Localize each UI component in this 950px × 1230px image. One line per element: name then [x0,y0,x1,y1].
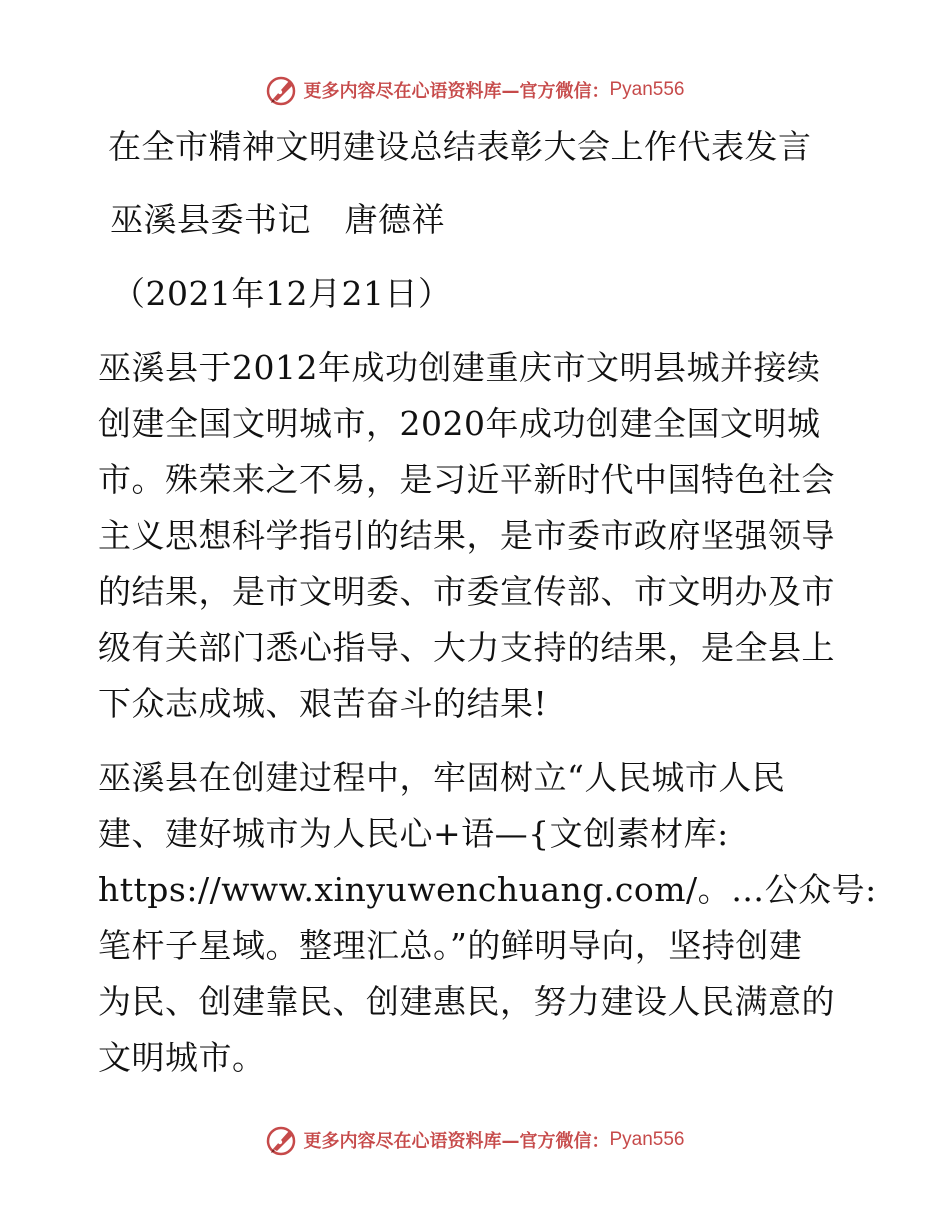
document-title: 在全市精神文明建设总结表彰大会上作代表发言 [108,127,812,166]
paragraph-line: 巫溪县在创建过程中，牢固树立“人民城市人民 [98,758,786,797]
paragraph-line: 笔杆子星域。整理汇总。”的鲜明导向，坚持创建 [98,926,803,965]
paragraph-line: 文明城市。 [98,1038,266,1077]
paragraph-line: 的结果，是市文明委、市委宣传部、市文明办及市 [98,572,835,611]
paragraph-line: 建、建好城市为人民心+语—{文创素材库: [98,814,729,853]
paragraph-line: 巫溪县于2012年成功创建重庆市文明县城并接续 [98,348,821,387]
pen-logo-icon [265,1123,299,1157]
footer-banner [0,1120,950,1160]
paragraph-line: 创建全国文明城市，2020年成功创建全国文明城 [98,404,821,443]
document-date: （2021年12月21日） [112,274,452,313]
banner-text: 更多内容尽在心语资料库—官方微信： [303,81,610,102]
wechat-handle: Pyan556 [609,79,685,100]
paragraph-line: 级有关部门悉心指导、大力支持的结果，是全县上 [98,628,835,667]
banner-text: 更多内容尽在心语资料库—官方微信： [303,1131,610,1152]
paragraph-line: https://www.xinyuwenchuang.com/。…公众号: [98,870,877,909]
wechat-handle: Pyan556 [609,1129,685,1150]
header-banner [0,70,950,110]
paragraph-line: 主义思想科学指引的结果，是市委市政府坚强领导 [98,516,835,555]
paragraph-line: 下众志成城、艰苦奋斗的结果! [98,684,548,723]
pen-logo-icon [265,73,299,107]
document-author: 巫溪县委书记 唐德祥 [110,200,445,239]
paragraph-line: 市。殊荣来之不易，是习近平新时代中国特色社会 [98,460,835,499]
paragraph-line: 为民、创建靠民、创建惠民，努力建设人民满意的 [98,982,835,1021]
